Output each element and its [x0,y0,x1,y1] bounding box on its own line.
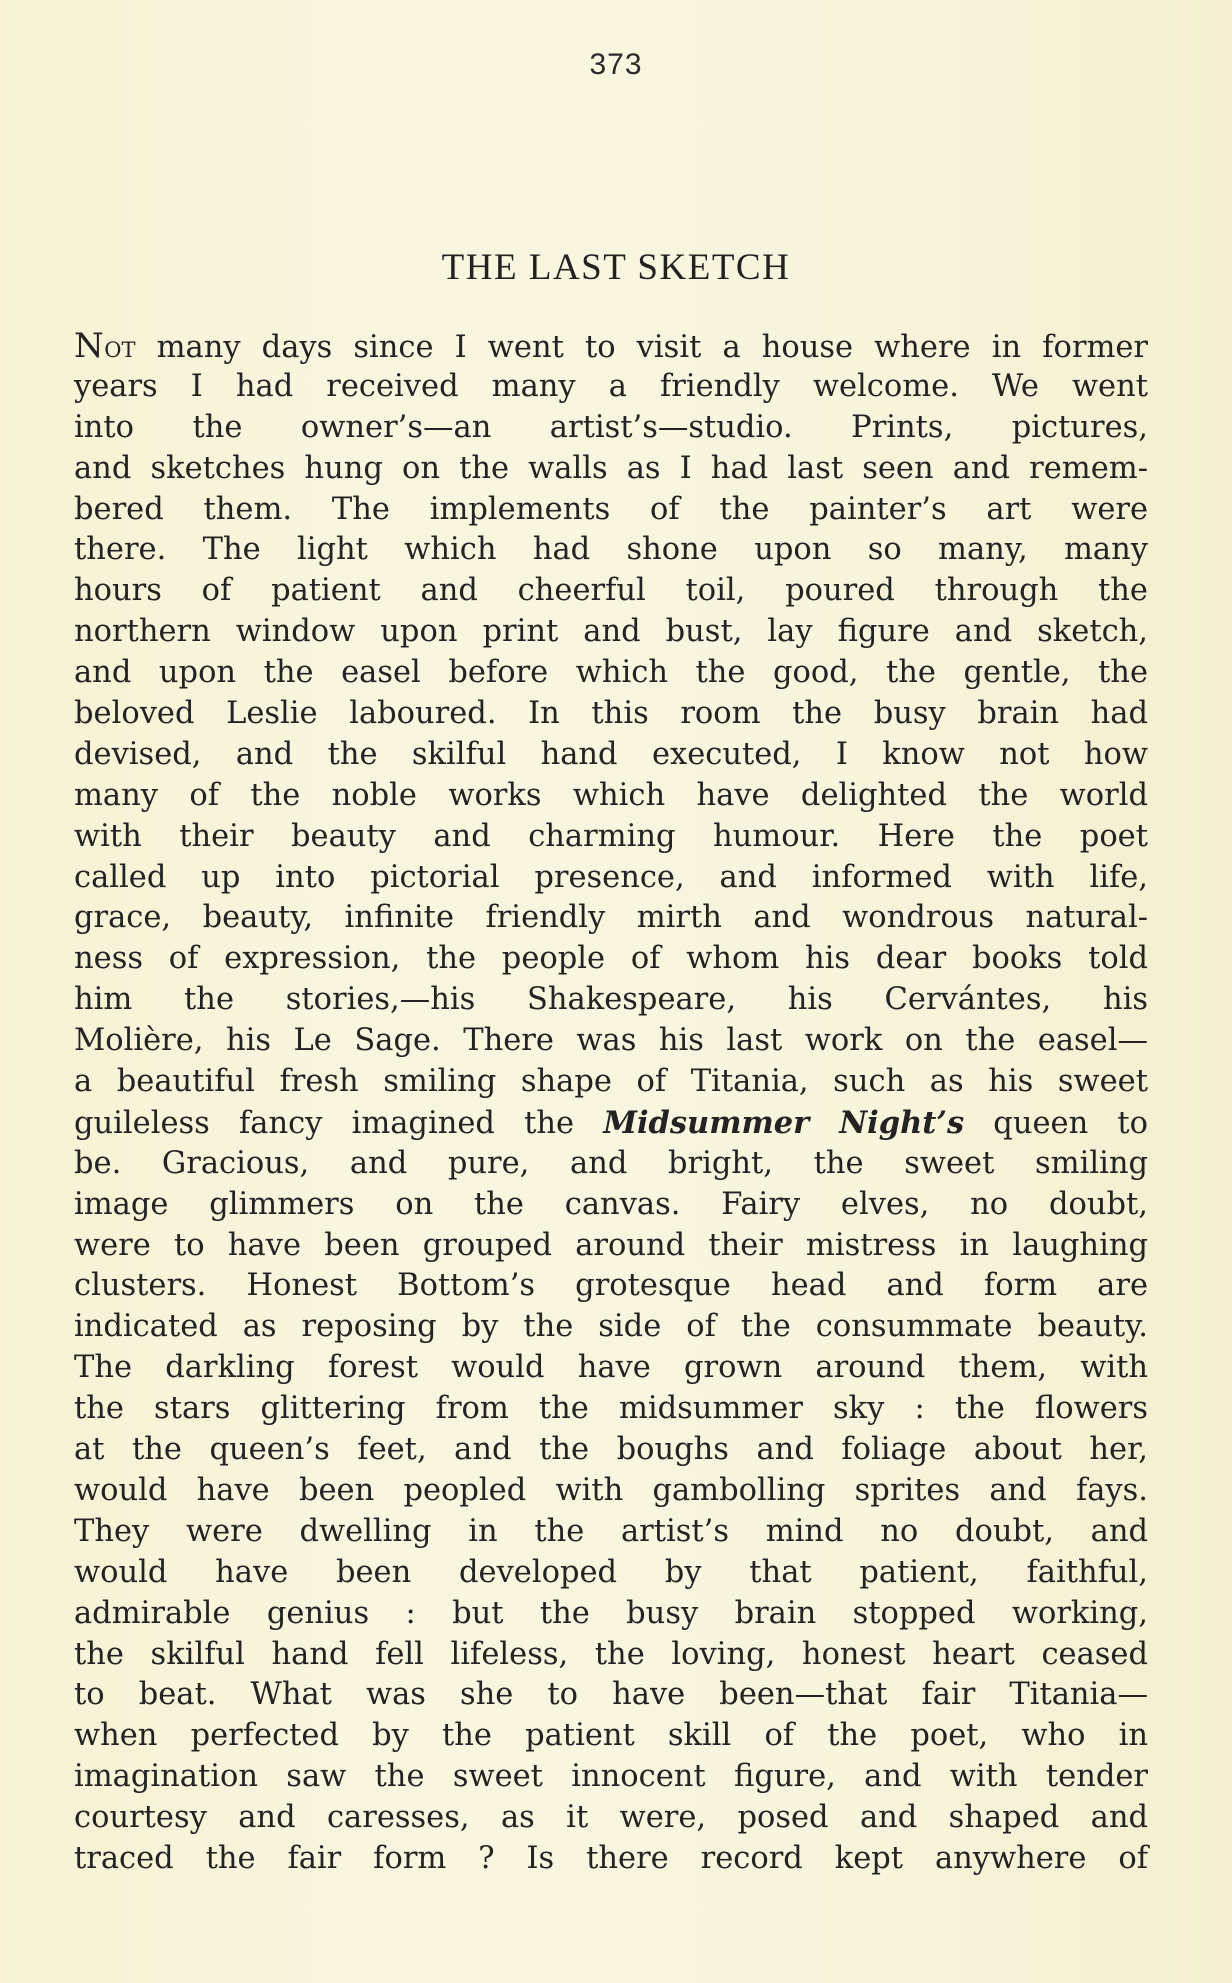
text-line: called up into pictorial presence, and informed with life, [74,859,1148,895]
text-line: were to have been grouped around their mistress in laughing [74,1227,1148,1263]
play-title: Midsummer Night’s [603,1104,965,1141]
text-line: The darkling forest would have grown around them, with [74,1350,1148,1386]
text-line: there. The light which had shone upon so many, many [74,532,1148,568]
text-line: the skilful hand fell lifeless, the loving, honest heart ceased [74,1636,1148,1672]
text-line: admirable genius : but the busy brain stopped working, [74,1595,1148,1631]
text-line: beloved Leslie laboured. In this room the busy brain had [74,696,1148,732]
text-line: him the stories,—his Shakespeare, his Cervántes, his [74,982,1148,1018]
text-line: would have been developed by that patient, faithful, [74,1554,1148,1590]
text-line-content: guileless fancy imagined the [74,1105,604,1141]
text-line: the stars glittering from the midsummer sky : the flowers [74,1391,1148,1427]
text-line: and upon the easel before which the good, the gentle, the [74,655,1148,691]
text-line: They were dwelling in the artist’s mind no doubt, and [74,1513,1148,1549]
text-line: imagination saw the sweet innocent figure, and with tender [74,1759,1148,1795]
chapter-title: THE LAST SKETCH [441,247,791,288]
text-line: clusters. Honest Bottom’s grotesque head and form are [74,1268,1148,1304]
text-line: with their beauty and charming humour. Here the poet [74,818,1148,854]
text-line: be. Gracious, and pure, and bright, the sweet smiling [74,1145,1148,1181]
text-line-content: queen to [964,1105,1148,1141]
text-line: many of the noble works which have delighted the world [74,777,1148,813]
text-line: and sketches hung on the walls as I had last seen and remem- [74,450,1148,486]
text-line: ness of expression, the people of whom his dear books told [74,941,1148,977]
initial-word-rest: ot [104,330,136,365]
body-text [74,326,1148,1880]
text-line: grace, beauty, infinite friendly mirth and wondrous natural- [74,900,1148,936]
text-line: image glimmers on the canvas. Fairy elves, no doubt, [74,1186,1148,1222]
text-line-content: many days since I went to visit a house where in former [135,330,1148,365]
text-line: hours of patient and cheerful toil, poured through the [74,573,1148,609]
text-line: a beautiful fresh smiling shape of Titania, such as his sweet [74,1064,1148,1100]
text-line: indicated as reposing by the side of the consummate beauty. [74,1309,1148,1345]
text-line: years I had received many a friendly welcome. We went [74,368,1148,404]
page-number: 373 [589,48,643,81]
text-line: at the queen’s feet, and the boughs and foliage about her, [74,1432,1148,1468]
text-line [74,1103,1148,1144]
text-line [74,326,1148,367]
text-line: northern window upon print and bust, lay figure and sketch, [74,614,1148,650]
initial-letter: N [74,326,105,366]
text-line: when perfected by the patient skill of the poet, who in [74,1718,1148,1754]
text-line: bered them. The implements of the painter’s art were [74,491,1148,527]
text-line: into the owner’s—an artist’s—studio. Prints, pictures, [74,409,1148,445]
text-line: courtesy and caresses, as it were, posed and shaped and [74,1800,1148,1836]
text-line: would have been peopled with gambolling sprites and fays. [74,1472,1148,1508]
text-line: to beat. What was she to have been—that fair Titania— [74,1677,1148,1713]
text-line: traced the fair form ? Is there record kept anywhere of [74,1840,1148,1876]
text-line: devised, and the skilful hand executed, I know not how [74,736,1148,772]
text-line: Molière, his Le Sage. There was his last work on the easel— [74,1023,1148,1059]
